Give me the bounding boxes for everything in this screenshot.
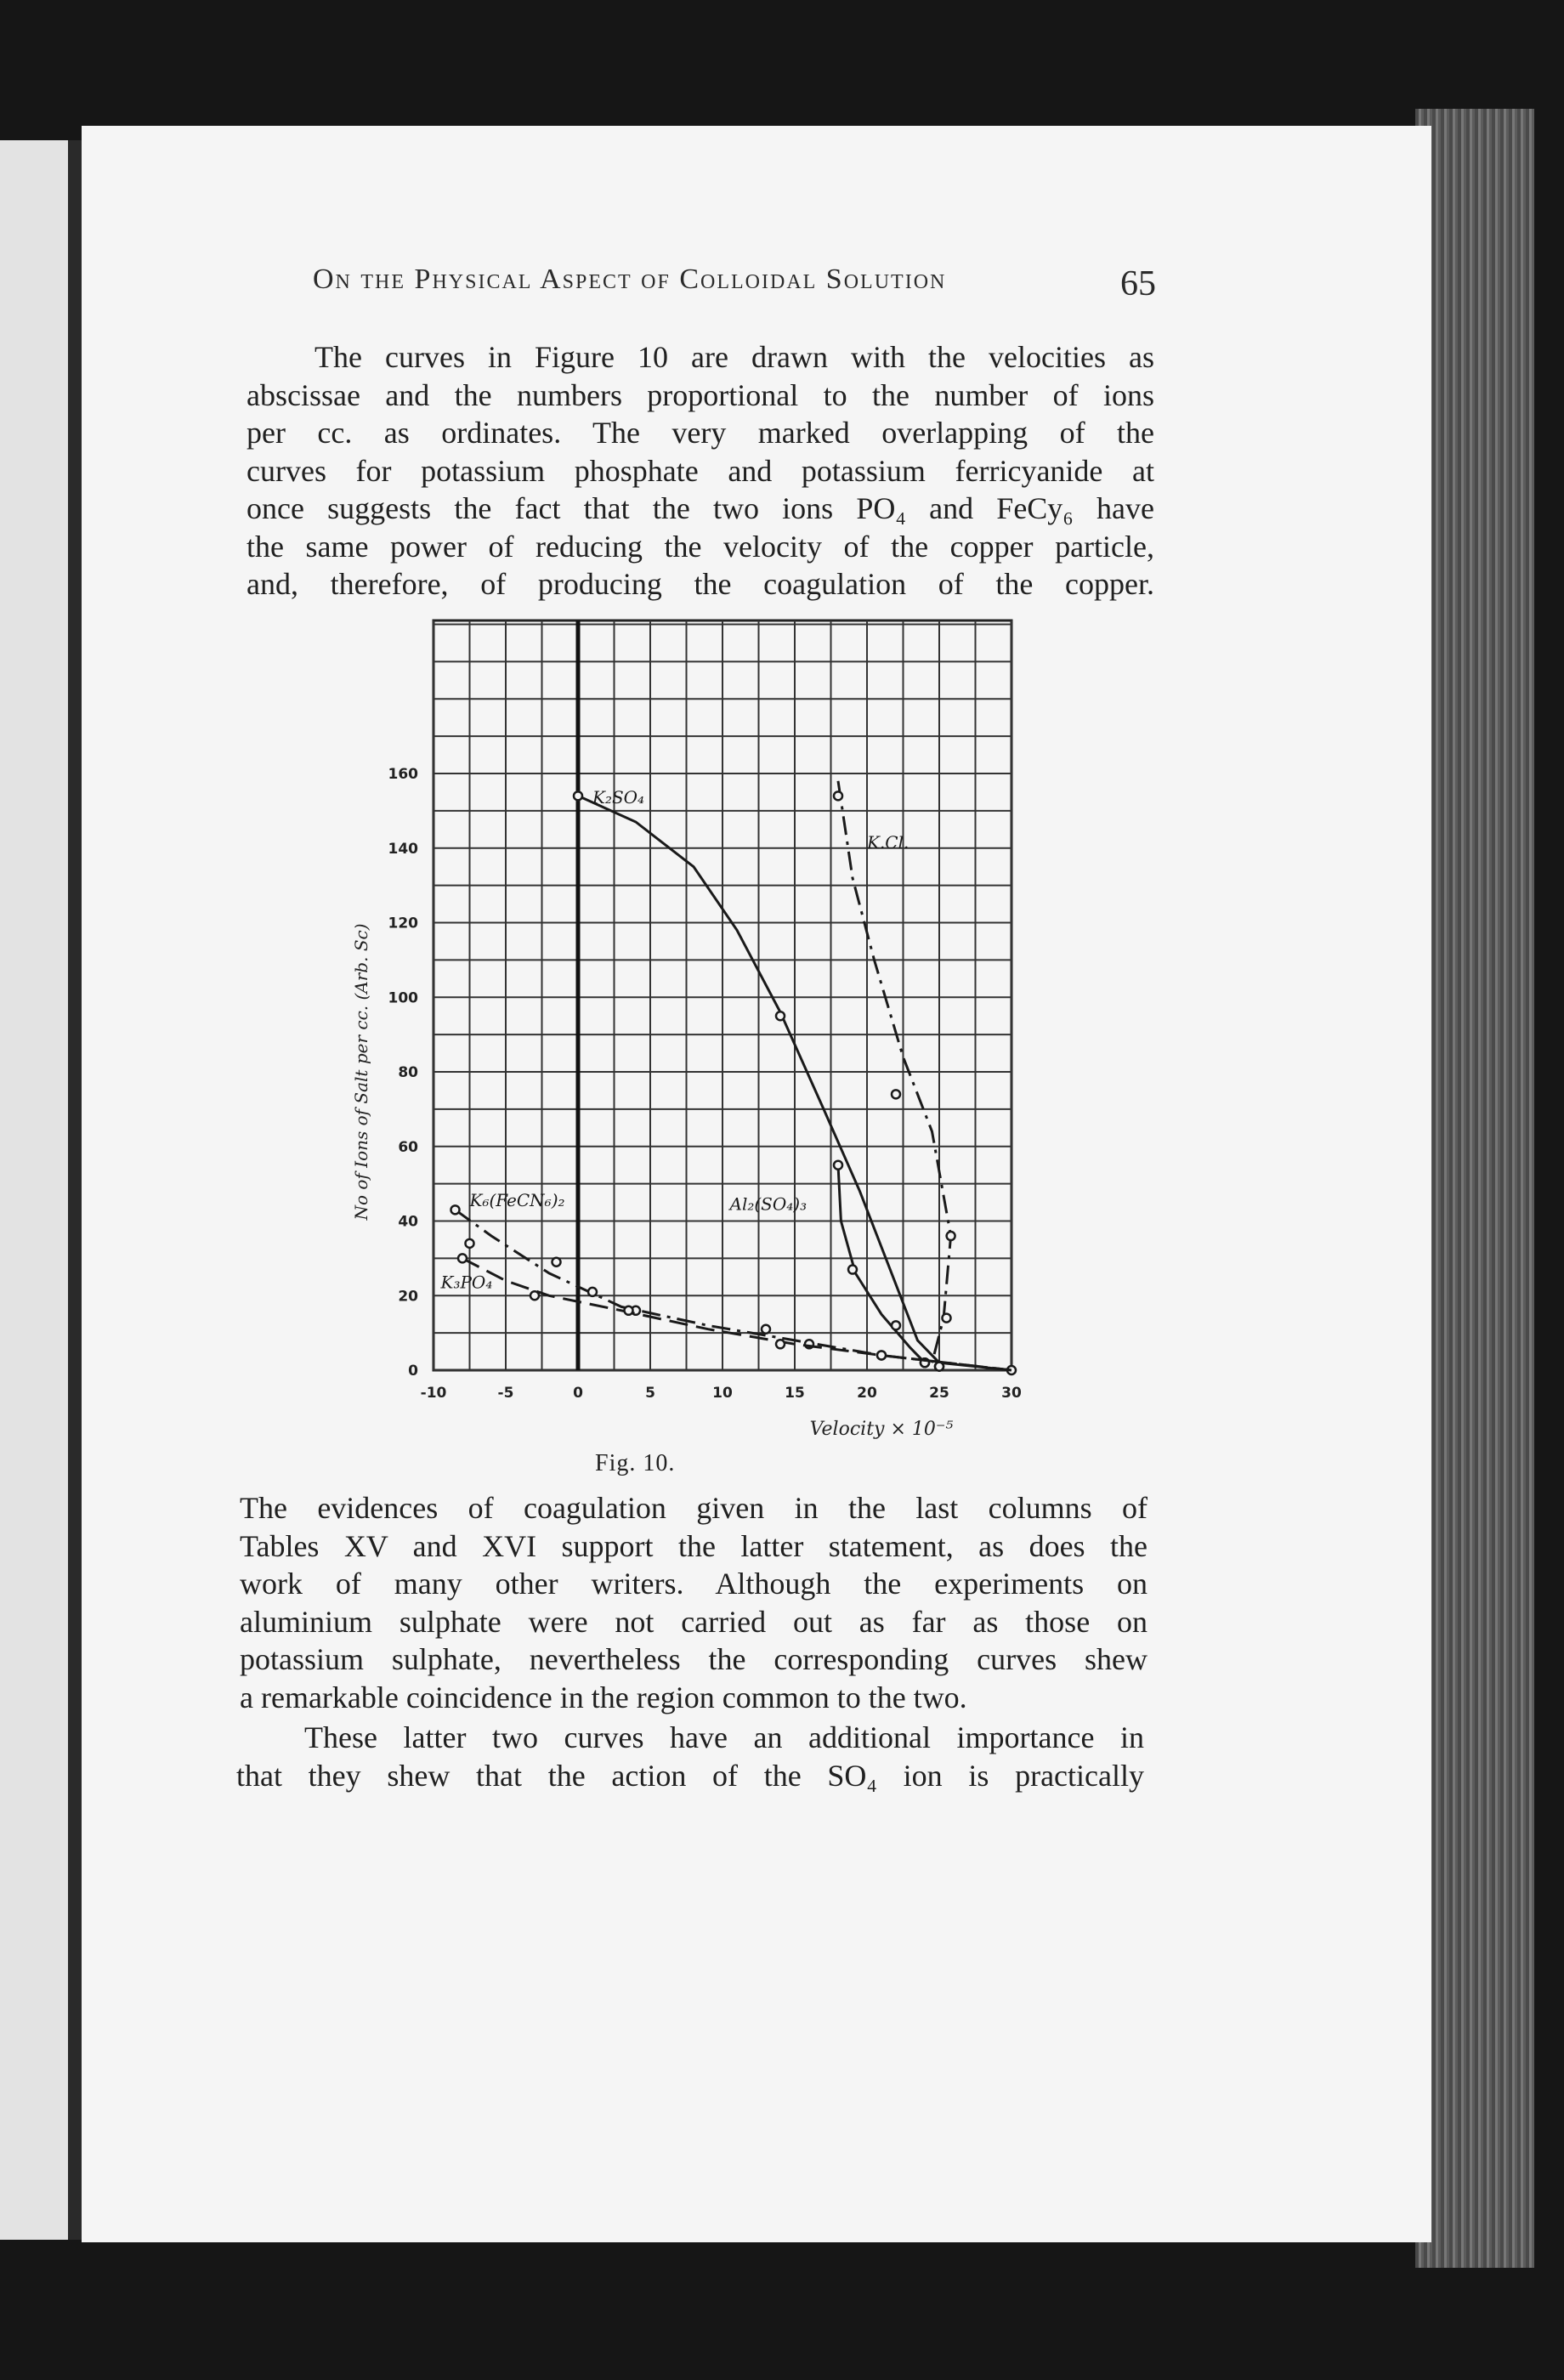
figure-caption: Fig. 10. [595, 1450, 676, 1476]
paragraph-2 [240, 1489, 1148, 1716]
y-tick-label: 120 [388, 915, 418, 932]
x-tick-label: 15 [785, 1385, 805, 1402]
text-line: a remarkable coincidence in the region common to the two. [240, 1680, 967, 1714]
x-tick-label: 30 [1001, 1385, 1022, 1402]
y-tick-label: 60 [398, 1138, 418, 1156]
page-number: 65 [1120, 264, 1156, 303]
text-line: work of many other writers. Although the experiments on [240, 1567, 1148, 1601]
y-tick-label: 40 [398, 1213, 418, 1231]
data-point [848, 1266, 857, 1274]
x-tick-label: 25 [929, 1385, 949, 1402]
text-line: curves for potassium phosphate and potassium ferricyanide at [246, 453, 1154, 488]
x-tick-label: 20 [857, 1385, 877, 1402]
x-tick-label: -5 [497, 1385, 514, 1402]
text-line: per cc. as ordinates. The very marked overlapping of the [246, 416, 1154, 450]
data-point [625, 1306, 633, 1315]
y-tick-label: 80 [398, 1064, 418, 1081]
series-label: Al₂(SO₄)₃ [729, 1193, 808, 1215]
y-tick-label: 140 [388, 840, 418, 858]
x-tick-label: 5 [645, 1385, 655, 1402]
data-point [834, 1161, 842, 1170]
figure-10 [323, 604, 1054, 1454]
text-line: potassium sulphate, nevertheless the corresponding curves shew [240, 1642, 1148, 1676]
text-line: The evidences of coagulation given in the last columns of [240, 1491, 1148, 1525]
y-tick-label: 20 [398, 1288, 418, 1306]
data-point [451, 1205, 460, 1214]
data-point [877, 1351, 886, 1359]
text-line: once suggests the fact that the two ions PO₄ and FeCy₆ have [246, 491, 1154, 525]
running-head: On the Physical Aspect of Colloidal Solution [313, 264, 947, 295]
coagulation-chart [323, 604, 1054, 1454]
data-point [776, 1340, 785, 1348]
x-tick-label: 0 [573, 1385, 583, 1402]
data-point [458, 1254, 467, 1262]
text-line: These latter two curves have an additional importance in [304, 1720, 1144, 1754]
data-point [552, 1258, 561, 1266]
data-point [776, 1012, 785, 1020]
x-tick-label: 10 [712, 1385, 733, 1402]
y-tick-label: 0 [408, 1363, 418, 1380]
series-label: K.Cl. [867, 831, 910, 853]
data-point [574, 791, 582, 800]
x-axis-label: Velocity × 10⁻⁵ [809, 1419, 954, 1440]
text-line: Tables XV and XVI support the latter statement, as does the [240, 1528, 1148, 1563]
data-point [530, 1291, 539, 1300]
y-tick-label: 160 [388, 766, 418, 783]
text-line: The curves in Figure 10 are drawn with the velocities as [314, 340, 1154, 374]
x-tick-label: -10 [420, 1385, 447, 1402]
data-point [947, 1232, 955, 1240]
series-label: K₆(FeCN₆)₂ [469, 1189, 565, 1210]
paragraph-3 [236, 1719, 1144, 1794]
data-point [762, 1325, 770, 1334]
data-point [892, 1321, 900, 1329]
data-point [935, 1363, 944, 1371]
text-line: and, therefore, of producing the coagulation of the copper. [246, 567, 1154, 601]
text-line: aluminium sulphate were not carried out as far as those on [240, 1604, 1148, 1639]
series-label: K₂SO₄ [592, 787, 645, 808]
text-line: abscissae and the numbers proportional to the number of ions [246, 377, 1154, 412]
data-point [834, 791, 842, 800]
paragraph-1 [246, 338, 1154, 604]
page-stack-edge [1415, 109, 1534, 2268]
data-point [943, 1314, 951, 1323]
text-line: the same power of reducing the velocity of the copper particle, [246, 529, 1154, 564]
y-tick-label: 100 [388, 989, 418, 1007]
data-point [892, 1090, 900, 1098]
data-point [466, 1239, 474, 1248]
series-label: K₃PO₄ [440, 1272, 493, 1293]
data-point [588, 1288, 597, 1296]
y-axis-label: No of Ions of Salt per cc. (Arb. Sc) [351, 923, 371, 1221]
series-line [456, 1210, 1012, 1370]
text-line: that they shew that the action of the SO₄ ion is practically [236, 1758, 1144, 1793]
